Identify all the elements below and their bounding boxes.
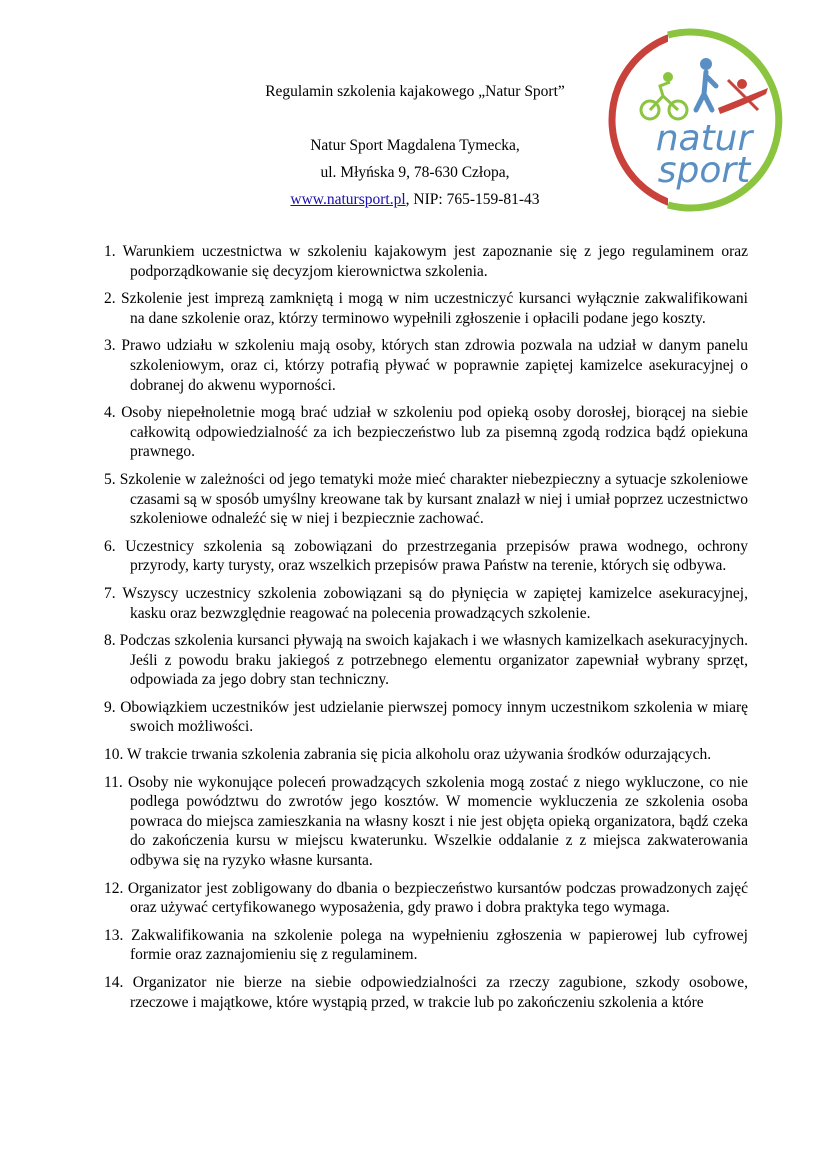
rule-item: 1. Warunkiem uczestnictwa w szkoleniu kajakowym jest zapoznanie się z jego regulaminem oraz podporządkowanie się decyzjom kierownictwa szkolenia. — [104, 243, 748, 280]
rule-item: 10. W trakcie trwania szkolenia zabrania się picia alkoholu oraz używania środków odurzających. — [104, 746, 712, 764]
document-title: Regulamin szkolenia kajakowego „Natur Sport” — [265, 83, 565, 100]
natur-sport-logo — [608, 22, 794, 218]
cyclist-icon — [641, 72, 687, 119]
rule-item: 11. Osoby nie wykonujące poleceń prowadzących szkolenia mogą zostać z niego wykluczone, co nie podlega powództwu do zwrotów jego kosztów. W momencie wykluczenia ze szkolenia osoba powraca do miejsca zamieszkania na własny koszt i nie jest objęta opieką organizatora, bądź czeka do zakończenia kursu w miejscu kwaterunku. Wszelkie oddalanie z z miejsca zakwaterowania odbywa się na ryzyko własne kursanta. — [104, 773, 748, 870]
company-nip: , NIP: 765-159-81-43 — [405, 191, 540, 208]
rule-item: 13. Zakwalifikowania na szkolenie polega na wypełnieniu zgłoszenia w papierowej lub cyfrowej formie oraz zaznajomieniu się z regulaminem. — [104, 926, 748, 964]
hiker-icon — [696, 58, 716, 110]
website-link[interactable]: www.natursport.pl — [290, 191, 406, 208]
rules-list — [104, 242, 748, 1020]
rule-item: 9. Obowiązkiem uczestników jest udzielanie pierwszej pomocy innym uczestnikom szkolenia w miarę swoich możliwości. — [104, 698, 748, 736]
kayaker-icon — [718, 79, 768, 114]
rule-item: 4. Osoby niepełnoletnie mogą brać udział w szkoleniu pod opieką osoby dorosłej, biorącej na siebie całkowitą odpowiedzialność za ich bezpieczeństwo lub za pisemną zgodą rodzica bądź opiekuna prawnego. — [104, 404, 748, 461]
rule-item: 2. Szkolenie jest imprezą zamkniętą i mogą w nim uczestniczyć kursanci wyłącznie zakwalifikowani na dane szkolenie oraz, którzy terminowo wypełnili zgłoszenie i opłacili podane jego koszty. — [104, 290, 748, 327]
rule-item: 5. Szkolenie w zależności od jego tematyki może mieć charakter niebezpieczny a sytuacje szkoleniowe czasami są w sposób umyślny kreowane tak by kursant znalazł w niej i umiał poprzez uczestnictwo szkoleniowe odnaleźć się w niej i bezpiecznie zachować. — [104, 470, 748, 528]
rule-item: 6. Uczestnicy szkolenia są zobowiązani do przestrzegania przepisów prawa wodnego, ochrony przyrody, karty turysty, oraz wszelkich przepisów prawa Państw na terenie, których się odbywa. — [104, 537, 748, 575]
logo-text-sport: sport — [657, 150, 751, 191]
logo-text-natur: natur — [655, 118, 753, 159]
company-name: Natur Sport Magdalena Tymecka, — [310, 137, 520, 154]
rule-item: 12. Organizator jest zobligowany do dbania o bezpieczeństwo kursantów podczas prowadzonych zajęć oraz używać certyfikowanego wyposażenia, gdy prawo i dobra praktyka tego wymaga. — [104, 879, 748, 917]
document-header — [200, 78, 630, 213]
rule-item: 7. Wszyscy uczestnicy szkolenia zobowiązani są do płynięcia w zapiętej kamizelce asekuracyjnej, kasku oraz bezwzględnie reagować na polecenia prowadzących szkolenie. — [104, 584, 748, 622]
rule-item: 14. Organizator nie bierze na siebie odpowiedzialności za rzeczy zagubione, szkody osobowe, rzeczowe i majątkowe, które wystąpią przed, w trakcie lub po zakończeniu szkolenia a które — [104, 974, 748, 1011]
rule-item: 8. Podczas szkolenia kursanci pływają na swoich kajakach i we własnych kamizelkach asekuracyjnych. Jeśli z powodu braku jakiegoś z potrzebnego elementu organizator zapewniał wybrany sprzęt, odpowiada za jego dobry stan techniczny. — [104, 632, 748, 689]
company-contact — [200, 186, 630, 213]
rule-item: 3. Prawo udziału w szkoleniu mają osoby, których stan zdrowia pozwala na udział w danym panelu szkoleniowym, oraz ci, którzy potrafią pływać w poprawnie zapiętej kamizelce asekuracyjnej o dobranej do akwenu wyporności. — [104, 337, 748, 394]
company-address: ul. Młyńska 9, 78-630 Człopa, — [320, 164, 510, 181]
